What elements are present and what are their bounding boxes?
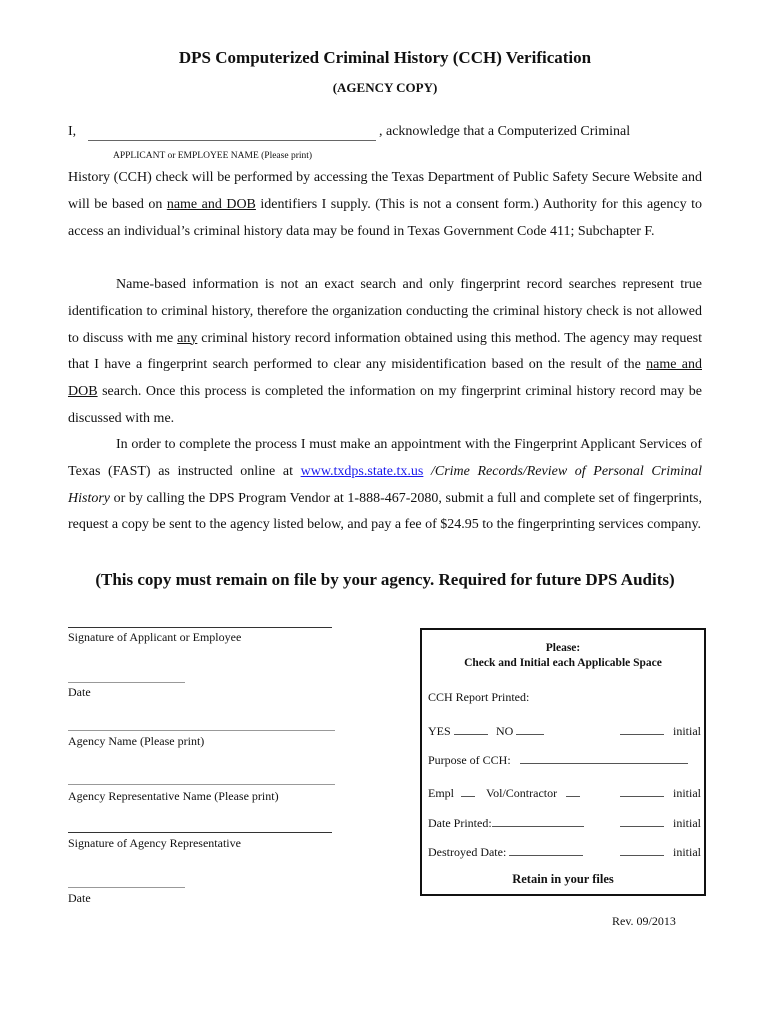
no-option[interactable]: NO: [496, 724, 544, 739]
checklist-please: Please:: [545, 642, 581, 654]
purpose-field[interactable]: Purpose of CCH:: [428, 753, 688, 768]
vol-contractor-option[interactable]: Vol/Contractor: [486, 786, 580, 801]
retention-notice: (This copy must remain on file by your agency. Required for future DPS Audits): [95, 570, 675, 589]
yes-option[interactable]: YES: [428, 724, 488, 739]
applicant-signature-line[interactable]: [68, 627, 332, 628]
report-printed-label: CCH Report Printed:: [428, 690, 530, 704]
agency-rep-name-label: Agency Representative Name (Please print): [68, 789, 279, 803]
intro-suffix: , acknowledge that a Computerized Criminal: [379, 124, 631, 139]
checklist-heading: Check and Initial each Applicable Space: [464, 657, 662, 669]
applicant-name-field[interactable]: [88, 140, 376, 141]
destroyed-initial[interactable]: initial: [620, 845, 701, 860]
agency-rep-signature-label: Signature of Agency Representative: [68, 836, 241, 850]
revision-label: Rev. 09/2013: [612, 914, 676, 928]
agency-rep-name-line[interactable]: [68, 784, 335, 785]
applicant-signature-label: Signature of Applicant or Employee: [68, 630, 242, 644]
report-initial[interactable]: initial: [620, 724, 701, 739]
date-label-2: Date: [68, 891, 91, 905]
paragraph-name-based: Name-based information is not an exact search and only fingerprint record searches represent true identification to criminal history, therefore the organization conducting the criminal history check is not allowed to discuss with me any criminal history record information obtained using this method. The agency may request that I have a fingerprint search performed to clear any misidentification based on the result of the name and DOB search. Once this process is completed the information on my fingerprint criminal history record may be discussed with me.: [68, 277, 702, 426]
agency-name-label: Agency Name (Please print): [68, 734, 205, 748]
page-title: DPS Computerized Criminal History (CCH) Verification: [178, 48, 592, 67]
date-printed-field[interactable]: Date Printed:: [428, 816, 584, 831]
intro-prefix: I,: [68, 124, 77, 139]
destroyed-date-field[interactable]: Destroyed Date:: [428, 845, 583, 860]
date-label-1: Date: [68, 685, 91, 699]
paragraph-authority: History (CCH) check will be performed by accessing the Texas Department of Public Safety Secure Website and will be based on name and DOB identifiers I supply. (This is not a consent form.) Authority for this agency to access an individual’s criminal history data may be found in Texas Government Code 411; Subchapter F.: [68, 170, 702, 239]
purpose-initial[interactable]: initial: [620, 786, 701, 801]
paragraph-fingerprint-process: In order to complete the process I must make an appointment with the Fingerprint Applicant Services of Texas (FAST) as instructed online at www.txdps.state.tx.us /Crime Records/Review of Personal Criminal History or by calling the DPS Program Vendor at 1-888-467-2080, submit a full and complete set of fingerprints, request a copy be sent to the agency listed below, and pay a fee of $24.95 to the fingerprinting services company.: [68, 437, 702, 533]
date-printed-initial[interactable]: initial: [620, 816, 701, 831]
applicant-name-caption: APPLICANT or EMPLOYEE NAME (Please print): [113, 151, 313, 161]
txdps-link[interactable]: www.txdps.state.tx.us: [300, 463, 424, 479]
date-line-1[interactable]: [68, 682, 185, 683]
agency-checklist-box: [420, 628, 706, 896]
retain-note: Retain in your files: [512, 872, 614, 886]
empl-option[interactable]: Empl: [428, 786, 475, 801]
page-subtitle: (AGENCY COPY): [332, 80, 438, 95]
agency-name-line[interactable]: [68, 730, 335, 731]
agency-rep-signature-line[interactable]: [68, 832, 332, 833]
date-line-2[interactable]: [68, 887, 185, 888]
